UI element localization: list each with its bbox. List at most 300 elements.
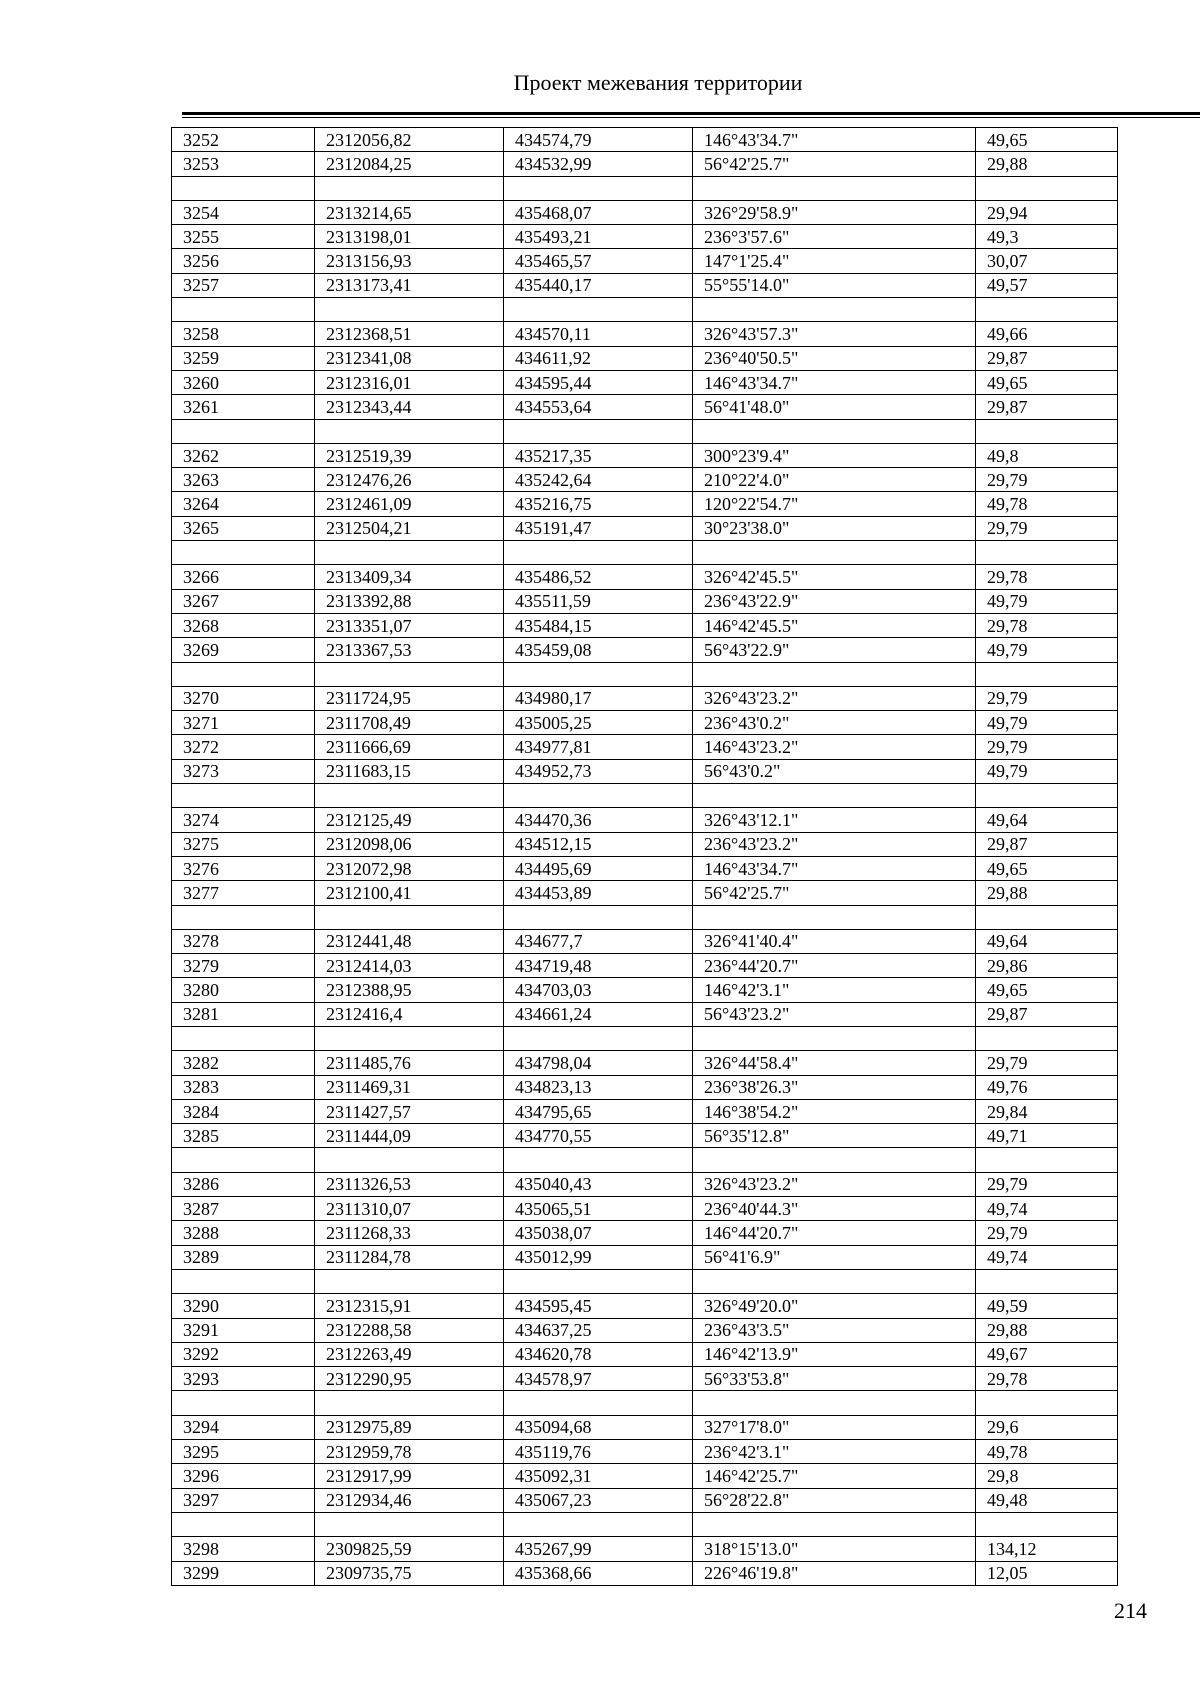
- table-separator-row: [172, 541, 1118, 565]
- point-number-cell: [172, 784, 315, 808]
- table-row: [172, 152, 1118, 176]
- bearing-cell: [693, 419, 976, 443]
- distance-cell: 49,65: [976, 978, 1118, 1002]
- bearing-cell: 30°23'38.0": [693, 516, 976, 540]
- table-row: [172, 322, 1118, 346]
- distance-cell: 49,65: [976, 856, 1118, 880]
- table-row: [172, 1464, 1118, 1488]
- table-separator-row: [172, 905, 1118, 929]
- table-row: [172, 1488, 1118, 1512]
- table-row: [172, 856, 1118, 880]
- point-number-cell: 3275: [172, 832, 315, 856]
- y-coordinate-cell: [504, 1512, 693, 1536]
- point-number-cell: 3268: [172, 613, 315, 637]
- point-number-cell: 3270: [172, 686, 315, 710]
- x-coordinate-cell: [315, 662, 504, 686]
- y-coordinate-cell: [504, 541, 693, 565]
- point-number-cell: 3293: [172, 1367, 315, 1391]
- table-row: [172, 1342, 1118, 1366]
- y-coordinate-cell: [504, 1269, 693, 1293]
- table-row: [172, 200, 1118, 224]
- bearing-cell: [693, 662, 976, 686]
- y-coordinate-cell: [504, 419, 693, 443]
- bearing-cell: 326°43'12.1": [693, 808, 976, 832]
- distance-cell: 29,87: [976, 395, 1118, 419]
- y-coordinate-cell: 435191,47: [504, 516, 693, 540]
- x-coordinate-cell: 2311485,76: [315, 1051, 504, 1075]
- point-number-cell: 3271: [172, 711, 315, 735]
- distance-cell: 49,78: [976, 492, 1118, 516]
- distance-cell: 49,67: [976, 1342, 1118, 1366]
- bearing-cell: [693, 1391, 976, 1415]
- point-number-cell: 3276: [172, 856, 315, 880]
- point-number-cell: 3261: [172, 395, 315, 419]
- point-number-cell: 3286: [172, 1172, 315, 1196]
- bearing-cell: 226°46'19.8": [693, 1561, 976, 1585]
- point-number-cell: 3282: [172, 1051, 315, 1075]
- table-separator-row: [172, 1391, 1118, 1415]
- point-number-cell: 3262: [172, 443, 315, 467]
- table-separator-row: [172, 419, 1118, 443]
- x-coordinate-cell: 2312100,41: [315, 881, 504, 905]
- y-coordinate-cell: 435465,57: [504, 249, 693, 273]
- point-number-cell: [172, 541, 315, 565]
- table-row: [172, 516, 1118, 540]
- y-coordinate-cell: 434770,55: [504, 1124, 693, 1148]
- bearing-cell: 146°42'13.9": [693, 1342, 976, 1366]
- point-number-cell: 3299: [172, 1561, 315, 1585]
- y-coordinate-cell: [504, 662, 693, 686]
- point-number-cell: 3277: [172, 881, 315, 905]
- x-coordinate-cell: 2312290,95: [315, 1367, 504, 1391]
- table-row: [172, 128, 1118, 152]
- table-row: [172, 808, 1118, 832]
- x-coordinate-cell: 2311427,57: [315, 1099, 504, 1123]
- bearing-cell: 56°41'6.9": [693, 1245, 976, 1269]
- distance-cell: 49,79: [976, 589, 1118, 613]
- point-number-cell: 3273: [172, 759, 315, 783]
- table-row: [172, 565, 1118, 589]
- x-coordinate-cell: 2312476,26: [315, 468, 504, 492]
- y-coordinate-cell: 434532,99: [504, 152, 693, 176]
- table-row: [172, 1172, 1118, 1196]
- bearing-cell: 236°44'20.7": [693, 954, 976, 978]
- y-coordinate-cell: 435067,23: [504, 1488, 693, 1512]
- point-number-cell: 3269: [172, 638, 315, 662]
- x-coordinate-cell: 2312504,21: [315, 516, 504, 540]
- x-coordinate-cell: 2311708,49: [315, 711, 504, 735]
- x-coordinate-cell: 2312934,46: [315, 1488, 504, 1512]
- table-row: [172, 881, 1118, 905]
- bearing-cell: 56°42'25.7": [693, 881, 976, 905]
- bearing-cell: 147°1'25.4": [693, 249, 976, 273]
- point-number-cell: 3287: [172, 1197, 315, 1221]
- bearing-cell: 326°49'20.0": [693, 1294, 976, 1318]
- bearing-cell: 56°33'53.8": [693, 1367, 976, 1391]
- table-row: [172, 346, 1118, 370]
- y-coordinate-cell: 435040,43: [504, 1172, 693, 1196]
- point-number-cell: 3265: [172, 516, 315, 540]
- y-coordinate-cell: 435065,51: [504, 1197, 693, 1221]
- y-coordinate-cell: 434595,45: [504, 1294, 693, 1318]
- distance-cell: 29,78: [976, 565, 1118, 589]
- table-row: [172, 978, 1118, 1002]
- distance-cell: 29,6: [976, 1415, 1118, 1439]
- point-number-cell: 3298: [172, 1537, 315, 1561]
- point-number-cell: 3274: [172, 808, 315, 832]
- x-coordinate-cell: 2311326,53: [315, 1172, 504, 1196]
- bearing-cell: 318°15'13.0": [693, 1537, 976, 1561]
- x-coordinate-cell: 2311284,78: [315, 1245, 504, 1269]
- distance-cell: 49,66: [976, 322, 1118, 346]
- bearing-cell: [693, 176, 976, 200]
- point-number-cell: 3294: [172, 1415, 315, 1439]
- point-number-cell: 3283: [172, 1075, 315, 1099]
- table-row: [172, 1537, 1118, 1561]
- table-separator-row: [172, 298, 1118, 322]
- point-number-cell: 3284: [172, 1099, 315, 1123]
- bearing-cell: 56°28'22.8": [693, 1488, 976, 1512]
- y-coordinate-cell: 434977,81: [504, 735, 693, 759]
- distance-cell: 29,88: [976, 1318, 1118, 1342]
- x-coordinate-cell: 2312368,51: [315, 322, 504, 346]
- x-coordinate-cell: 2312098,06: [315, 832, 504, 856]
- y-coordinate-cell: 434677,7: [504, 929, 693, 953]
- point-number-cell: 3281: [172, 1002, 315, 1026]
- bearing-cell: 146°38'54.2": [693, 1099, 976, 1123]
- point-number-cell: 3279: [172, 954, 315, 978]
- bearing-cell: [693, 1026, 976, 1050]
- distance-cell: [976, 176, 1118, 200]
- y-coordinate-cell: 434719,48: [504, 954, 693, 978]
- distance-cell: 49,57: [976, 273, 1118, 297]
- table-row: [172, 1221, 1118, 1245]
- point-number-cell: [172, 1148, 315, 1172]
- bearing-cell: 55°55'14.0": [693, 273, 976, 297]
- distance-cell: 29,78: [976, 1367, 1118, 1391]
- table-separator-row: [172, 1026, 1118, 1050]
- bearing-cell: 146°42'3.1": [693, 978, 976, 1002]
- point-number-cell: 3252: [172, 128, 315, 152]
- distance-cell: 29,84: [976, 1099, 1118, 1123]
- point-number-cell: 3291: [172, 1318, 315, 1342]
- x-coordinate-cell: 2312461,09: [315, 492, 504, 516]
- x-coordinate-cell: [315, 784, 504, 808]
- distance-cell: 49,79: [976, 638, 1118, 662]
- bearing-cell: 236°40'50.5": [693, 346, 976, 370]
- table-row: [172, 273, 1118, 297]
- bearing-cell: [693, 784, 976, 808]
- y-coordinate-cell: 435012,99: [504, 1245, 693, 1269]
- y-coordinate-cell: [504, 298, 693, 322]
- table-row: [172, 954, 1118, 978]
- table-row: [172, 1294, 1118, 1318]
- distance-cell: 29,78: [976, 613, 1118, 637]
- x-coordinate-cell: 2312975,89: [315, 1415, 504, 1439]
- table-separator-row: [172, 784, 1118, 808]
- point-number-cell: [172, 1269, 315, 1293]
- distance-cell: 49,71: [976, 1124, 1118, 1148]
- table-separator-row: [172, 1512, 1118, 1536]
- y-coordinate-cell: 434620,78: [504, 1342, 693, 1366]
- point-number-cell: [172, 1512, 315, 1536]
- bearing-cell: 300°23'9.4": [693, 443, 976, 467]
- point-number-cell: 3278: [172, 929, 315, 953]
- table-separator-row: [172, 1148, 1118, 1172]
- bearing-cell: 326°43'57.3": [693, 322, 976, 346]
- bearing-cell: 146°43'34.7": [693, 856, 976, 880]
- distance-cell: 29,8: [976, 1464, 1118, 1488]
- point-number-cell: 3292: [172, 1342, 315, 1366]
- x-coordinate-cell: 2312288,58: [315, 1318, 504, 1342]
- distance-cell: 30,07: [976, 249, 1118, 273]
- bearing-cell: 56°42'25.7": [693, 152, 976, 176]
- y-coordinate-cell: 435368,66: [504, 1561, 693, 1585]
- distance-cell: 49,59: [976, 1294, 1118, 1318]
- point-number-cell: [172, 662, 315, 686]
- y-coordinate-cell: 435440,17: [504, 273, 693, 297]
- x-coordinate-cell: 2313351,07: [315, 613, 504, 637]
- bearing-cell: 326°42'45.5": [693, 565, 976, 589]
- point-number-cell: [172, 1026, 315, 1050]
- x-coordinate-cell: 2311268,33: [315, 1221, 504, 1245]
- table-row: [172, 589, 1118, 613]
- y-coordinate-cell: 434823,13: [504, 1075, 693, 1099]
- y-coordinate-cell: 434703,03: [504, 978, 693, 1002]
- y-coordinate-cell: 435484,15: [504, 613, 693, 637]
- bearing-cell: 56°41'48.0": [693, 395, 976, 419]
- x-coordinate-cell: 2313409,34: [315, 565, 504, 589]
- distance-cell: 49,65: [976, 128, 1118, 152]
- x-coordinate-cell: 2311310,07: [315, 1197, 504, 1221]
- distance-cell: 49,79: [976, 711, 1118, 735]
- table-row: [172, 1051, 1118, 1075]
- point-number-cell: 3255: [172, 225, 315, 249]
- y-coordinate-cell: 435459,08: [504, 638, 693, 662]
- point-number-cell: [172, 905, 315, 929]
- distance-cell: [976, 1512, 1118, 1536]
- bearing-cell: 236°3'57.6": [693, 225, 976, 249]
- table-row: [172, 249, 1118, 273]
- bearing-cell: 236°43'22.9": [693, 589, 976, 613]
- distance-cell: 49,8: [976, 443, 1118, 467]
- table-row: [172, 370, 1118, 394]
- y-coordinate-cell: 434661,24: [504, 1002, 693, 1026]
- point-number-cell: 3263: [172, 468, 315, 492]
- x-coordinate-cell: 2311469,31: [315, 1075, 504, 1099]
- bearing-cell: 236°43'3.5": [693, 1318, 976, 1342]
- point-number-cell: [172, 176, 315, 200]
- point-number-cell: 3267: [172, 589, 315, 613]
- table-row: [172, 735, 1118, 759]
- distance-cell: 29,88: [976, 881, 1118, 905]
- x-coordinate-cell: 2312917,99: [315, 1464, 504, 1488]
- y-coordinate-cell: [504, 784, 693, 808]
- table-separator-row: [172, 662, 1118, 686]
- table-row: [172, 1075, 1118, 1099]
- x-coordinate-cell: 2313214,65: [315, 200, 504, 224]
- y-coordinate-cell: 435493,21: [504, 225, 693, 249]
- x-coordinate-cell: 2313392,88: [315, 589, 504, 613]
- y-coordinate-cell: 435486,52: [504, 565, 693, 589]
- table-row: [172, 832, 1118, 856]
- header-rule-thin: [182, 117, 1200, 118]
- table-row: [172, 443, 1118, 467]
- table-row: [172, 1245, 1118, 1269]
- y-coordinate-cell: 434798,04: [504, 1051, 693, 1075]
- table-row: [172, 711, 1118, 735]
- bearing-cell: 210°22'4.0": [693, 468, 976, 492]
- bearing-cell: [693, 1512, 976, 1536]
- bearing-cell: 120°22'54.7": [693, 492, 976, 516]
- distance-cell: 29,86: [976, 954, 1118, 978]
- point-number-cell: 3264: [172, 492, 315, 516]
- x-coordinate-cell: [315, 419, 504, 443]
- y-coordinate-cell: 434574,79: [504, 128, 693, 152]
- y-coordinate-cell: 434595,44: [504, 370, 693, 394]
- distance-cell: [976, 1026, 1118, 1050]
- x-coordinate-cell: 2312125,49: [315, 808, 504, 832]
- x-coordinate-cell: 2312343,44: [315, 395, 504, 419]
- table-row: [172, 1099, 1118, 1123]
- bearing-cell: 326°41'40.4": [693, 929, 976, 953]
- distance-cell: [976, 298, 1118, 322]
- bearing-cell: 146°42'25.7": [693, 1464, 976, 1488]
- y-coordinate-cell: 434952,73: [504, 759, 693, 783]
- point-number-cell: 3296: [172, 1464, 315, 1488]
- y-coordinate-cell: 434570,11: [504, 322, 693, 346]
- x-coordinate-cell: [315, 1026, 504, 1050]
- point-number-cell: 3272: [172, 735, 315, 759]
- distance-cell: 49,74: [976, 1197, 1118, 1221]
- table-row: [172, 468, 1118, 492]
- y-coordinate-cell: 435267,99: [504, 1537, 693, 1561]
- y-coordinate-cell: 435005,25: [504, 711, 693, 735]
- bearing-cell: 56°43'23.2": [693, 1002, 976, 1026]
- point-number-cell: [172, 298, 315, 322]
- x-coordinate-cell: 2311683,15: [315, 759, 504, 783]
- distance-cell: 49,76: [976, 1075, 1118, 1099]
- x-coordinate-cell: 2313367,53: [315, 638, 504, 662]
- x-coordinate-cell: 2312416,4: [315, 1002, 504, 1026]
- distance-cell: 29,79: [976, 516, 1118, 540]
- distance-cell: 29,79: [976, 1051, 1118, 1075]
- table-row: [172, 1440, 1118, 1464]
- bearing-cell: 236°42'3.1": [693, 1440, 976, 1464]
- bearing-cell: 146°42'45.5": [693, 613, 976, 637]
- point-number-cell: 3259: [172, 346, 315, 370]
- y-coordinate-cell: 434553,64: [504, 395, 693, 419]
- distance-cell: 49,64: [976, 929, 1118, 953]
- distance-cell: [976, 1148, 1118, 1172]
- y-coordinate-cell: 434578,97: [504, 1367, 693, 1391]
- coordinates-table: [171, 127, 1118, 1586]
- distance-cell: 49,65: [976, 370, 1118, 394]
- bearing-cell: 236°38'26.3": [693, 1075, 976, 1099]
- bearing-cell: 326°43'23.2": [693, 1172, 976, 1196]
- bearing-cell: 326°44'58.4": [693, 1051, 976, 1075]
- y-coordinate-cell: 435216,75: [504, 492, 693, 516]
- distance-cell: [976, 905, 1118, 929]
- distance-cell: [976, 541, 1118, 565]
- y-coordinate-cell: 435468,07: [504, 200, 693, 224]
- table-row: [172, 1002, 1118, 1026]
- page-title: Проект межевания территории: [513, 70, 803, 95]
- distance-cell: 49,78: [976, 1440, 1118, 1464]
- table-row: [172, 492, 1118, 516]
- y-coordinate-cell: [504, 176, 693, 200]
- x-coordinate-cell: 2312519,39: [315, 443, 504, 467]
- table-row: [172, 759, 1118, 783]
- distance-cell: [976, 419, 1118, 443]
- y-coordinate-cell: 434453,89: [504, 881, 693, 905]
- x-coordinate-cell: [315, 1391, 504, 1415]
- y-coordinate-cell: 435038,07: [504, 1221, 693, 1245]
- bearing-cell: 236°40'44.3": [693, 1197, 976, 1221]
- y-coordinate-cell: 434512,15: [504, 832, 693, 856]
- point-number-cell: 3295: [172, 1440, 315, 1464]
- x-coordinate-cell: [315, 176, 504, 200]
- bearing-cell: 56°43'22.9": [693, 638, 976, 662]
- point-number-cell: 3297: [172, 1488, 315, 1512]
- table-separator-row: [172, 176, 1118, 200]
- bearing-cell: [693, 1148, 976, 1172]
- table-row: [172, 686, 1118, 710]
- x-coordinate-cell: 2311666,69: [315, 735, 504, 759]
- distance-cell: 49,48: [976, 1488, 1118, 1512]
- bearing-cell: 236°43'23.2": [693, 832, 976, 856]
- point-number-cell: 3260: [172, 370, 315, 394]
- y-coordinate-cell: 435511,59: [504, 589, 693, 613]
- distance-cell: 29,94: [976, 200, 1118, 224]
- x-coordinate-cell: 2312263,49: [315, 1342, 504, 1366]
- y-coordinate-cell: 435094,68: [504, 1415, 693, 1439]
- bearing-cell: [693, 905, 976, 929]
- table-row: [172, 1197, 1118, 1221]
- distance-cell: 29,87: [976, 832, 1118, 856]
- distance-cell: 29,79: [976, 735, 1118, 759]
- bearing-cell: 146°43'34.7": [693, 370, 976, 394]
- point-number-cell: 3256: [172, 249, 315, 273]
- distance-cell: 29,79: [976, 468, 1118, 492]
- y-coordinate-cell: [504, 1391, 693, 1415]
- point-number-cell: 3288: [172, 1221, 315, 1245]
- y-coordinate-cell: 434637,25: [504, 1318, 693, 1342]
- point-number-cell: 3266: [172, 565, 315, 589]
- y-coordinate-cell: 434795,65: [504, 1099, 693, 1123]
- bearing-cell: 236°43'0.2": [693, 711, 976, 735]
- point-number-cell: 3290: [172, 1294, 315, 1318]
- bearing-cell: 326°43'23.2": [693, 686, 976, 710]
- x-coordinate-cell: 2312959,78: [315, 1440, 504, 1464]
- table-row: [172, 1415, 1118, 1439]
- x-coordinate-cell: 2313156,93: [315, 249, 504, 273]
- table-row: [172, 1561, 1118, 1585]
- point-number-cell: [172, 419, 315, 443]
- bearing-cell: 56°35'12.8": [693, 1124, 976, 1148]
- table-row: [172, 225, 1118, 249]
- page-number: 214: [1114, 1598, 1147, 1623]
- table-row: [172, 929, 1118, 953]
- x-coordinate-cell: [315, 1512, 504, 1536]
- bearing-cell: 56°43'0.2": [693, 759, 976, 783]
- bearing-cell: [693, 1269, 976, 1293]
- y-coordinate-cell: 434611,92: [504, 346, 693, 370]
- y-coordinate-cell: 435217,35: [504, 443, 693, 467]
- x-coordinate-cell: 2312316,01: [315, 370, 504, 394]
- table-separator-row: [172, 1269, 1118, 1293]
- distance-cell: 12,05: [976, 1561, 1118, 1585]
